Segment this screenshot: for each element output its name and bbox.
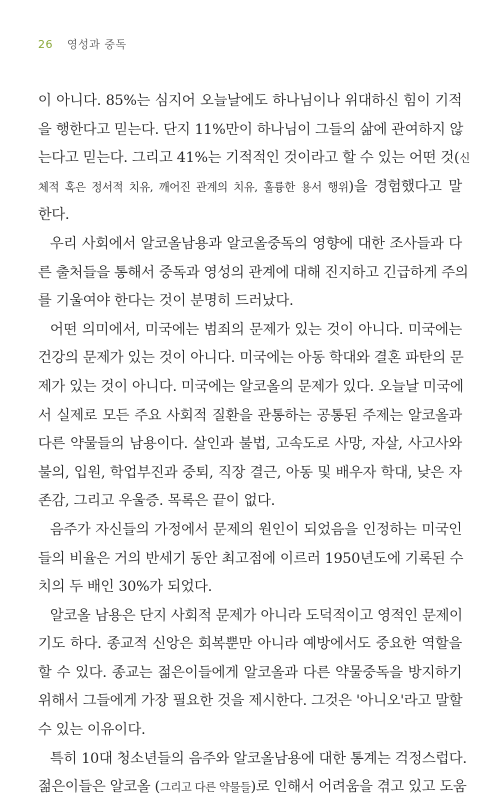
paragraph-start-line: 음주가 자신들의 가정에서 문제의 원인이 되었음을 인정하는 미국인	[50, 521, 462, 538]
text-line: 건강의 문제가 있는 것이 아니다. 미국에는 아동 학대와 결혼 파탄의 문	[38, 350, 464, 367]
text-line: 수 있는 이유이다.	[38, 722, 146, 739]
text-line: 른 출처들을 통해서 중독과 영성의 관계에 대해 진지하고 긴급하게 주의	[38, 264, 469, 281]
running-head	[38, 36, 127, 52]
text-line: 치의 두 배인 30%가 되었다.	[38, 579, 213, 596]
text-line: 할 수 있다. 종교는 젊은이들에게 알코올과 다른 약물중독을 방지하기	[38, 664, 462, 681]
text-line: 위해서 그들에게 가장 필요한 것을 제시한다. 그것은 '아니오'라고 말할	[38, 693, 463, 710]
text-line: 불의, 입원, 학업부진과 중퇴, 직장 결근, 아동 및 배우자 학대, 낮은 자	[38, 464, 462, 481]
text-line: 한다.	[38, 207, 70, 224]
text-line: 들의 비율은 거의 반세기 동안 최고점에 이르러 1950년도에 기록된 수	[38, 550, 464, 567]
text-line: 젊은이들은 알코올 (그리고 다른 약물들)로 인해서 어려움을 겪고 있고 도움	[38, 779, 467, 796]
body-text	[38, 87, 470, 802]
text-line: 기도 하다. 종교적 신앙은 회복뿐만 아니라 예방에서도 중요한 역할을	[38, 636, 462, 653]
text-line: 체적 혹은 정서적 치유, 깨어진 관계의 치유, 훌륭한 용서 행위)을 경험했다고 말	[38, 178, 462, 195]
text-line: 는다고 믿는다. 그리고 41%는 기적적인 것이라고 할 수 있는 어떤 것(신	[38, 150, 470, 167]
text-line: 서 실제로 모든 주요 사회적 질환을 관통하는 공통된 주제는 알코올과	[38, 407, 462, 424]
text-line: 제가 있는 것이 아니다. 미국에는 알코올의 문제가 있다. 오늘날 미국에	[38, 378, 464, 395]
text-line: 이 아니다. 85%는 심지어 오늘날에도 하나님이나 위대하신 힘이 기적	[38, 93, 462, 109]
paragraph-start-line: 알코올 남용은 단지 사회적 문제가 아니라 도덕적이고 영적인 문제이	[50, 607, 463, 624]
paragraph-start-line: 우리 사회에서 알코올남용과 알코올중독의 영향에 대한 조사들과 다	[50, 235, 462, 252]
chapter-title: 영성과 중독	[67, 38, 127, 51]
text-line: 을 행한다고 믿는다. 단지 11%만이 하나님이 그들의 삶에 관여하지 않	[38, 121, 464, 138]
text-line: 를 기울여야 한다는 것이 분명히 드러났다.	[38, 293, 294, 310]
paragraph-start-line: 어떤 의미에서, 미국에는 범죄의 문제가 있는 것이 아니다. 미국에는	[50, 321, 462, 338]
text-line: 존감, 그리고 우울증. 목록은 끝이 없다.	[38, 493, 276, 510]
page-number: 26	[38, 38, 53, 51]
paragraph-start-line: 특히 10대 청소년들의 음주와 알코올남용에 대한 통계는 걱정스럽다.	[50, 750, 467, 767]
text-line: 다른 약물들의 남용이다. 살인과 불법, 고속도로 사망, 자살, 사고사와	[38, 436, 462, 453]
